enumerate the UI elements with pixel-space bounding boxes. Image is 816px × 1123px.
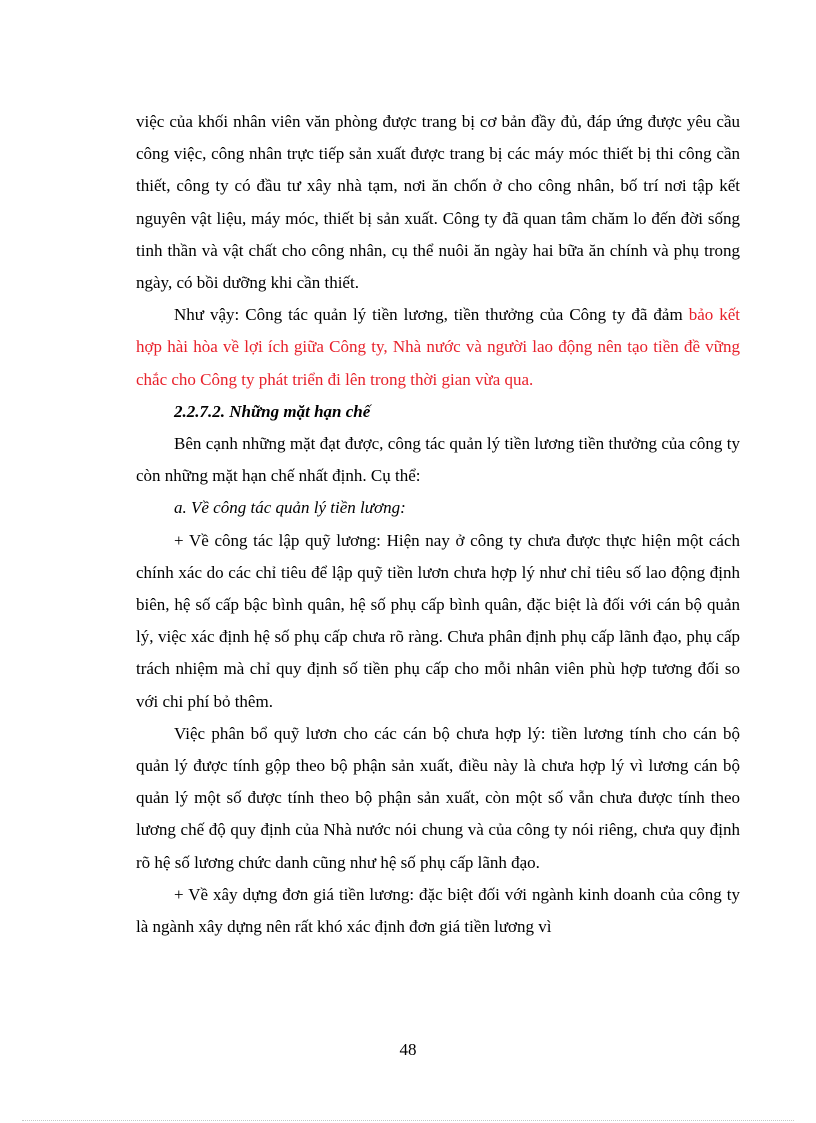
sub-heading: a. Về công tác quản lý tiền lương: (174, 498, 406, 518)
paragraph-5: Việc phân bổ quỹ lươn cho các cán bộ chưa hợp lý: tiền lương tính cho cán bộ quản lý được tính gộp theo bộ phận sản xuất, điều này là chưa hợp lý vì lương cán bộ quản lý một số được tính theo bộ phận sản xuất, còn một số vẫn chưa được tính theo lương chế độ quy định của Nhà nước nói chung và của công ty nói riêng, chưa quy định rõ hệ số lương chức danh cũng như hệ số phụ cấp lãnh đạo. (136, 723, 740, 872)
page-number: 48 (399, 1040, 417, 1059)
paragraph-2-text: Như vậy: Công tác quản lý tiền lương, tiền thưởng của Công ty đã đảm (174, 305, 689, 325)
paragraph-6: + Về xây dựng đơn giá tiền lương: đặc biệt đối với ngành kinh doanh của công ty là ngành xây dựng nên rất khó xác định đơn giá tiền lương vì (136, 884, 740, 937)
section-heading: 2.2.7.2. Những mặt hạn chế (174, 401, 371, 421)
paragraph-2-highlighted-text: bảo kết hợp hài hòa về lợi ích giữa Công ty, Nhà nước và người lao động nên tạo tiền đề vững chắc cho Công ty phát triển đi lên trong thời gian vừa qua. (136, 305, 740, 389)
paragraph-4: + Về công tác lập quỹ lương: Hiện nay ở công ty chưa được thực hiện một cách chính xác do các chỉ tiêu để lập quỹ tiền lươn chưa hợp lý như chỉ tiêu số lao động định biên, hệ số cấp bậc bình quân, hệ số phụ cấp bình quân, đặc biệt là đối với cán bộ quản lý, việc xác định hệ số phụ cấp chưa rõ ràng. Chưa phân định phụ cấp lãnh đạo, phụ cấp trách nhiệm mà chỉ quy định số tiền phụ cấp cho mỗi nhân viên phù hợp tương đối so với chi phí bỏ thêm. (136, 530, 740, 711)
paragraph-3: Bên cạnh những mặt đạt được, công tác quản lý tiền lương tiền thưởng của công ty còn những mặt hạn chế nhất định. Cụ thể: (136, 434, 740, 486)
paragraph-2 (136, 299, 740, 396)
page-bottom-divider (22, 1120, 794, 1121)
paragraph-1: việc của khối nhân viên văn phòng được trang bị cơ bản đầy đủ, đáp ứng được yêu cầu công việc, công nhân trực tiếp sản xuất được trang bị các máy móc thiết bị thi công cần thiết, công ty có đầu tư xây nhà tạm, nơi ăn chốn ở cho công nhân, bố trí nơi tập kết nguyên vật liệu, máy móc, thiết bị sản xuất. Công ty đã quan tâm chăm lo đến đời sống tinh thần và vật chất cho công nhân, cụ thể nuôi ăn ngày hai bữa ăn chính và phụ trong ngày, có bồi dưỡng khi cần thiết. (136, 112, 740, 293)
document-body (136, 106, 740, 943)
